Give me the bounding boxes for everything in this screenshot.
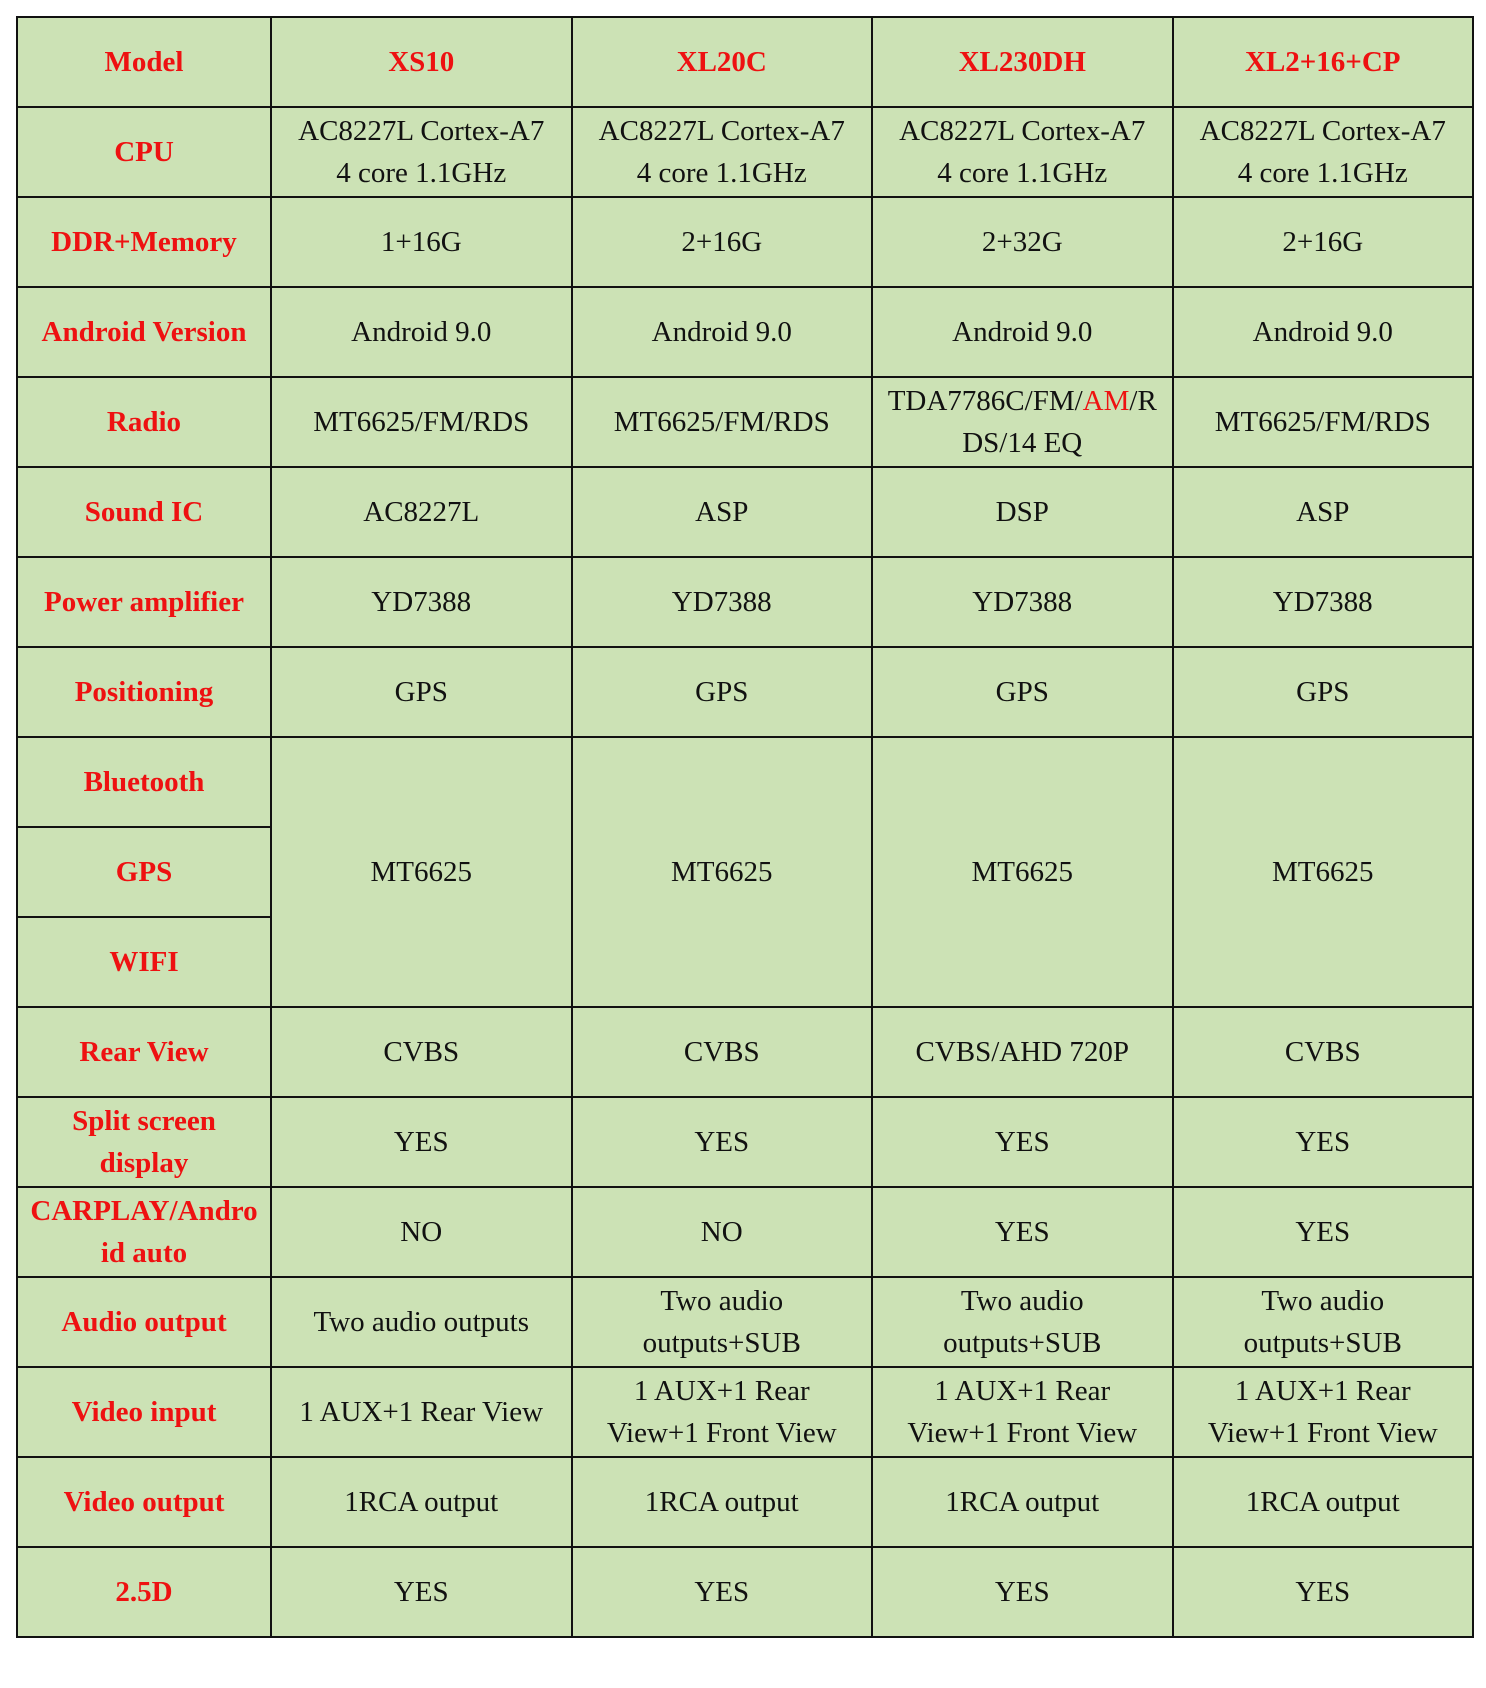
video-input-xl230dh xyxy=(872,1367,1173,1457)
cpu-line2: 4 core 1.1GHz xyxy=(1237,157,1408,189)
rear-view-xl2-16-cp: CVBS xyxy=(1173,1007,1474,1097)
label-video-input: Video input xyxy=(17,1367,271,1457)
sound-ic-xl20c: ASP xyxy=(572,467,873,557)
label-split-screen xyxy=(17,1097,271,1187)
radio-part: /R xyxy=(1129,385,1157,417)
row-memory xyxy=(17,197,1473,287)
radio-part: TDA7786C/FM/ xyxy=(887,385,1083,417)
wireless-xl230dh: MT6625 xyxy=(872,737,1173,1007)
label-radio: Radio xyxy=(17,377,271,467)
label-video-output: Video output xyxy=(17,1457,271,1547)
split-screen-xl2-16-cp: YES xyxy=(1173,1097,1474,1187)
cpu-line2: 4 core 1.1GHz xyxy=(636,157,807,189)
video-input-line1: 1 AUX+1 Rear xyxy=(1234,1375,1411,1407)
wireless-xl2-16-cp: MT6625 xyxy=(1173,737,1474,1007)
wireless-xs10: MT6625 xyxy=(271,737,572,1007)
cpu-line1: AC8227L Cortex-A7 xyxy=(1199,115,1446,147)
radio-xl230dh xyxy=(872,377,1173,467)
memory-xs10: 1+16G xyxy=(271,197,572,287)
cpu-xl230dh xyxy=(872,107,1173,197)
model-xl2-16-cp: XL2+16+CP xyxy=(1173,17,1474,107)
video-output-xs10: 1RCA output xyxy=(271,1457,572,1547)
label-carplay xyxy=(17,1187,271,1277)
rear-view-xl230dh: CVBS/AHD 720P xyxy=(872,1007,1173,1097)
cpu-line1: AC8227L Cortex-A7 xyxy=(899,115,1146,147)
radio-xs10: MT6625/FM/RDS xyxy=(271,377,572,467)
audio-line2: outputs+SUB xyxy=(943,1327,1102,1359)
row-model xyxy=(17,17,1473,107)
split-screen-xl230dh: YES xyxy=(872,1097,1173,1187)
video-input-line1: 1 AUX+1 Rear xyxy=(934,1375,1111,1407)
android-xl230dh: Android 9.0 xyxy=(872,287,1173,377)
power-amp-xs10: YD7388 xyxy=(271,557,572,647)
android-xl20c: Android 9.0 xyxy=(572,287,873,377)
label-line: Split screen xyxy=(72,1105,216,1137)
label-positioning: Positioning xyxy=(17,647,271,737)
label-2-5d: 2.5D xyxy=(17,1547,271,1637)
sound-ic-xl2-16-cp: ASP xyxy=(1173,467,1474,557)
android-xs10: Android 9.0 xyxy=(271,287,572,377)
video-input-xl20c xyxy=(572,1367,873,1457)
label-cpu: CPU xyxy=(17,107,271,197)
model-xl230dh: XL230DH xyxy=(872,17,1173,107)
row-cpu xyxy=(17,107,1473,197)
row-video-input xyxy=(17,1367,1473,1457)
label-audio-output: Audio output xyxy=(17,1277,271,1367)
positioning-xl2-16-cp: GPS xyxy=(1173,647,1474,737)
power-amp-xl2-16-cp: YD7388 xyxy=(1173,557,1474,647)
label-line: id auto xyxy=(100,1237,188,1269)
rear-view-xl20c: CVBS xyxy=(572,1007,873,1097)
audio-line1: Two audio xyxy=(1261,1285,1385,1317)
row-carplay xyxy=(17,1187,1473,1277)
radio-part: DS/14 EQ xyxy=(962,427,1083,459)
split-screen-xs10: YES xyxy=(271,1097,572,1187)
rear-view-xs10: CVBS xyxy=(271,1007,572,1097)
memory-xl2-16-cp: 2+16G xyxy=(1173,197,1474,287)
label-line: CARPLAY/Andro xyxy=(30,1195,258,1227)
row-audio-output xyxy=(17,1277,1473,1367)
split-screen-xl20c: YES xyxy=(572,1097,873,1187)
video-input-line1: 1 AUX+1 Rear xyxy=(633,1375,810,1407)
video-output-xl20c: 1RCA output xyxy=(572,1457,873,1547)
carplay-xl230dh: YES xyxy=(872,1187,1173,1277)
screen-2-5d-xl230dh: YES xyxy=(872,1547,1173,1637)
radio-am-highlight: AM xyxy=(1082,385,1130,417)
row-positioning xyxy=(17,647,1473,737)
screen-2-5d-xl2-16-cp: YES xyxy=(1173,1547,1474,1637)
audio-line2: outputs+SUB xyxy=(1243,1327,1402,1359)
power-amp-xl230dh: YD7388 xyxy=(872,557,1173,647)
positioning-xl230dh: GPS xyxy=(872,647,1173,737)
label-memory: DDR+Memory xyxy=(17,197,271,287)
radio-xl20c: MT6625/FM/RDS xyxy=(572,377,873,467)
row-rear-view xyxy=(17,1007,1473,1097)
label-android: Android Version xyxy=(17,287,271,377)
sound-ic-xl230dh: DSP xyxy=(872,467,1173,557)
label-power-amp: Power amplifier xyxy=(17,557,271,647)
audio-line2: outputs+SUB xyxy=(642,1327,801,1359)
spec-comparison-table xyxy=(16,16,1474,1638)
row-bluetooth xyxy=(17,737,1473,827)
cpu-line2: 4 core 1.1GHz xyxy=(336,157,507,189)
cpu-line1: AC8227L Cortex-A7 xyxy=(598,115,845,147)
cpu-xs10 xyxy=(271,107,572,197)
cpu-xl2-16-cp xyxy=(1173,107,1474,197)
row-split-screen xyxy=(17,1097,1473,1187)
label-bluetooth: Bluetooth xyxy=(17,737,271,827)
video-output-xl2-16-cp: 1RCA output xyxy=(1173,1457,1474,1547)
carplay-xl20c: NO xyxy=(572,1187,873,1277)
row-power-amp xyxy=(17,557,1473,647)
video-output-xl230dh: 1RCA output xyxy=(872,1457,1173,1547)
audio-line1: Two audio xyxy=(660,1285,784,1317)
radio-xl2-16-cp: MT6625/FM/RDS xyxy=(1173,377,1474,467)
audio-output-xl2-16-cp xyxy=(1173,1277,1474,1367)
label-rear-view: Rear View xyxy=(17,1007,271,1097)
carplay-xs10: NO xyxy=(271,1187,572,1277)
row-sound-ic xyxy=(17,467,1473,557)
carplay-xl2-16-cp: YES xyxy=(1173,1187,1474,1277)
wireless-xl20c: MT6625 xyxy=(572,737,873,1007)
model-xl20c: XL20C xyxy=(572,17,873,107)
row-android xyxy=(17,287,1473,377)
power-amp-xl20c: YD7388 xyxy=(572,557,873,647)
label-gps: GPS xyxy=(17,827,271,917)
audio-output-xs10: Two audio outputs xyxy=(271,1277,572,1367)
row-video-output xyxy=(17,1457,1473,1547)
cpu-xl20c xyxy=(572,107,873,197)
video-input-line2: View+1 Front View xyxy=(907,1417,1138,1449)
label-model: Model xyxy=(17,17,271,107)
label-sound-ic: Sound IC xyxy=(17,467,271,557)
row-radio xyxy=(17,377,1473,467)
positioning-xs10: GPS xyxy=(271,647,572,737)
cpu-line2: 4 core 1.1GHz xyxy=(937,157,1108,189)
screen-2-5d-xs10: YES xyxy=(271,1547,572,1637)
label-wifi: WIFI xyxy=(17,917,271,1007)
memory-xl20c: 2+16G xyxy=(572,197,873,287)
video-input-line2: View+1 Front View xyxy=(1207,1417,1438,1449)
screen-2-5d-xl20c: YES xyxy=(572,1547,873,1637)
label-line: display xyxy=(99,1147,189,1179)
memory-xl230dh: 2+32G xyxy=(872,197,1173,287)
cpu-line1: AC8227L Cortex-A7 xyxy=(298,115,545,147)
video-input-xl2-16-cp xyxy=(1173,1367,1474,1457)
android-xl2-16-cp: Android 9.0 xyxy=(1173,287,1474,377)
audio-output-xl20c xyxy=(572,1277,873,1367)
video-input-xs10: 1 AUX+1 Rear View xyxy=(271,1367,572,1457)
positioning-xl20c: GPS xyxy=(572,647,873,737)
audio-line1: Two audio xyxy=(960,1285,1084,1317)
audio-output-xl230dh xyxy=(872,1277,1173,1367)
video-input-line2: View+1 Front View xyxy=(606,1417,837,1449)
sound-ic-xs10: AC8227L xyxy=(271,467,572,557)
row-2-5d xyxy=(17,1547,1473,1637)
model-xs10: XS10 xyxy=(271,17,572,107)
